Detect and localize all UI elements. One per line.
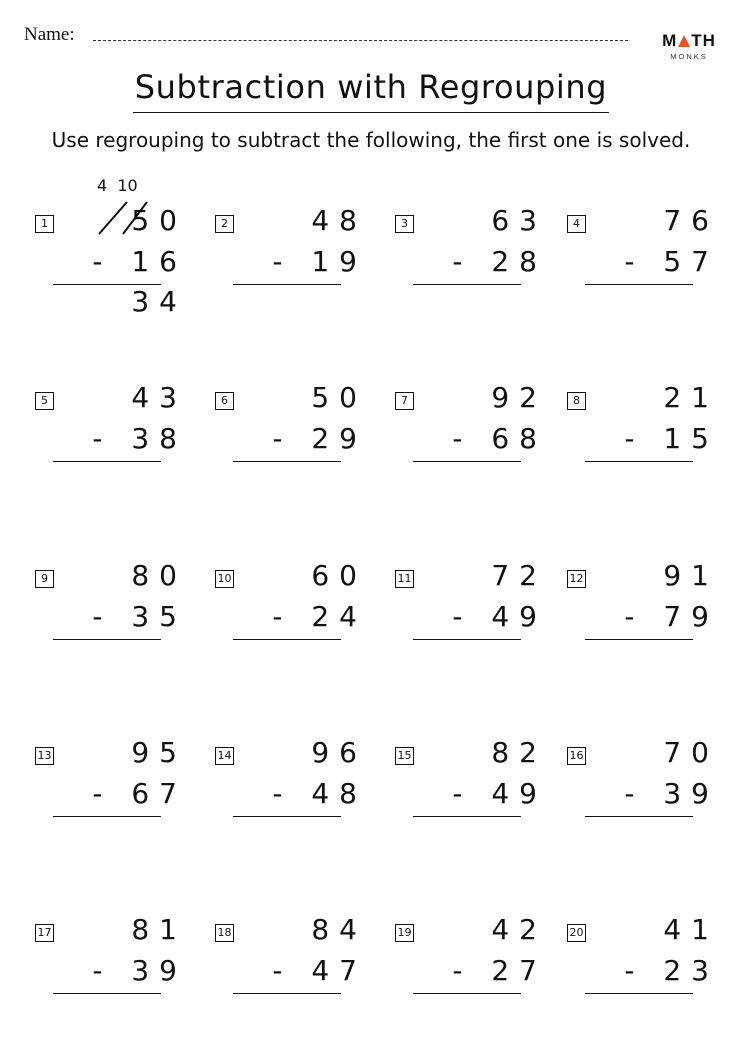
- problem-18: [213, 903, 373, 1043]
- title-underline: [133, 112, 609, 113]
- minuend: 92: [491, 381, 547, 414]
- subtrahend: - 39: [624, 777, 719, 810]
- subtrahend: - 49: [452, 777, 547, 810]
- problem-number-badge: 3: [395, 215, 414, 233]
- answer-area[interactable]: [619, 462, 719, 492]
- problem-number-badge: 20: [567, 924, 586, 942]
- answer-area[interactable]: [267, 640, 367, 670]
- problem-number-badge: 9: [35, 570, 54, 588]
- problem-12: [565, 549, 725, 689]
- subtrahend: - 24: [272, 600, 367, 633]
- problem-9: [33, 549, 193, 689]
- problem-number-badge: 18: [215, 924, 234, 942]
- problem-6: [213, 371, 373, 511]
- math-monks-logo: [658, 32, 720, 61]
- answer-area[interactable]: [619, 285, 719, 315]
- subtrahend: - 67: [92, 777, 187, 810]
- logo-subtitle: MONKS: [670, 52, 708, 61]
- problem-number-badge: 5: [35, 392, 54, 410]
- subtrahend: - 49: [452, 600, 547, 633]
- problem-number-badge: 2: [215, 215, 234, 233]
- problem-2: [213, 194, 373, 334]
- problem-number-badge: 1: [35, 215, 54, 233]
- problem-13: [33, 726, 193, 866]
- answer-area[interactable]: [267, 462, 367, 492]
- minuend: 82: [491, 736, 547, 769]
- worksheet-title: Subtraction with Regrouping: [134, 68, 608, 106]
- minuend: 84: [311, 913, 367, 946]
- minuend: 50: [131, 204, 187, 237]
- problem-number-badge: 8: [567, 392, 586, 410]
- minuend: 48: [311, 204, 367, 237]
- subtrahend: - 19: [272, 245, 367, 278]
- logo-text-m: M: [662, 31, 678, 50]
- problem-number-badge: 6: [215, 392, 234, 410]
- strike-line: [123, 202, 147, 234]
- problem-20: [565, 903, 725, 1043]
- logo-text-th: TH: [691, 31, 716, 50]
- answer: 34: [131, 285, 187, 318]
- strikethrough-marks: [91, 194, 151, 244]
- minuend: 50: [311, 381, 367, 414]
- answer-area[interactable]: [447, 817, 547, 847]
- name-field[interactable]: [93, 40, 628, 41]
- problem-10: [213, 549, 373, 689]
- subtrahend: - 79: [624, 600, 719, 633]
- minuend: 60: [311, 559, 367, 592]
- problem-1: [33, 176, 193, 334]
- answer-area[interactable]: [267, 994, 367, 1024]
- minuend: 21: [663, 381, 719, 414]
- answer-area[interactable]: [267, 817, 367, 847]
- name-label: Name:: [24, 24, 75, 45]
- answer-area[interactable]: [447, 994, 547, 1024]
- subtrahend: - 29: [272, 422, 367, 455]
- problem-number-badge: 17: [35, 924, 54, 942]
- problem-number-badge: 19: [395, 924, 414, 942]
- minuend: 80: [131, 559, 187, 592]
- problem-number-badge: 11: [395, 570, 414, 588]
- minuend: 43: [131, 381, 187, 414]
- problem-number-badge: 12: [567, 570, 586, 588]
- problem-14: [213, 726, 373, 866]
- minuend: 91: [663, 559, 719, 592]
- minuend: 95: [131, 736, 187, 769]
- answer-area[interactable]: [87, 462, 187, 492]
- minuend: 76: [663, 204, 719, 237]
- answer-area[interactable]: [87, 640, 187, 670]
- problem-16: [565, 726, 725, 866]
- answer-area[interactable]: [87, 994, 187, 1024]
- problem-number-badge: 16: [567, 747, 586, 765]
- subtrahend: - 16: [92, 245, 187, 278]
- triangle-icon: [678, 35, 690, 47]
- minuend: 72: [491, 559, 547, 592]
- subtrahend: - 27: [452, 954, 547, 987]
- regroup-digits: 4 10: [97, 176, 138, 195]
- minuend: 42: [491, 913, 547, 946]
- answer-area[interactable]: [87, 817, 187, 847]
- answer-area[interactable]: [447, 640, 547, 670]
- subtrahend: - 47: [272, 954, 367, 987]
- problem-3: [393, 194, 553, 334]
- problem-number-badge: 13: [35, 747, 54, 765]
- problem-8: [565, 371, 725, 511]
- minuend: 63: [491, 204, 547, 237]
- problem-number-badge: 4: [567, 215, 586, 233]
- problem-11: [393, 549, 553, 689]
- problem-7: [393, 371, 553, 511]
- answer-area[interactable]: [619, 994, 719, 1024]
- minuend: 70: [663, 736, 719, 769]
- subtrahend: - 68: [452, 422, 547, 455]
- problem-4: [565, 194, 725, 334]
- answer-area[interactable]: [619, 817, 719, 847]
- minuend: 41: [663, 913, 719, 946]
- problem-15: [393, 726, 553, 866]
- problem-number-badge: 14: [215, 747, 234, 765]
- subtrahend: - 48: [272, 777, 367, 810]
- subtrahend: - 35: [92, 600, 187, 633]
- problem-5: [33, 371, 193, 511]
- problem-number-badge: 10: [215, 570, 234, 588]
- subtrahend: - 57: [624, 245, 719, 278]
- subtrahend: - 39: [92, 954, 187, 987]
- answer-area[interactable]: [447, 462, 547, 492]
- minuend: 96: [311, 736, 367, 769]
- answer-area[interactable]: [447, 285, 547, 315]
- problem-number-badge: 15: [395, 747, 414, 765]
- minuend: 81: [131, 913, 187, 946]
- answer-area[interactable]: [619, 640, 719, 670]
- instructions: Use regrouping to subtract the following, the first one is solved.: [51, 128, 691, 152]
- subtrahend: - 15: [624, 422, 719, 455]
- answer-area[interactable]: [267, 285, 367, 315]
- problem-number-badge: 7: [395, 392, 414, 410]
- problem-17: [33, 903, 193, 1043]
- strike-line: [99, 202, 127, 234]
- subtrahend: - 38: [92, 422, 187, 455]
- subtrahend: - 23: [624, 954, 719, 987]
- problem-19: [393, 903, 553, 1043]
- subtrahend: - 28: [452, 245, 547, 278]
